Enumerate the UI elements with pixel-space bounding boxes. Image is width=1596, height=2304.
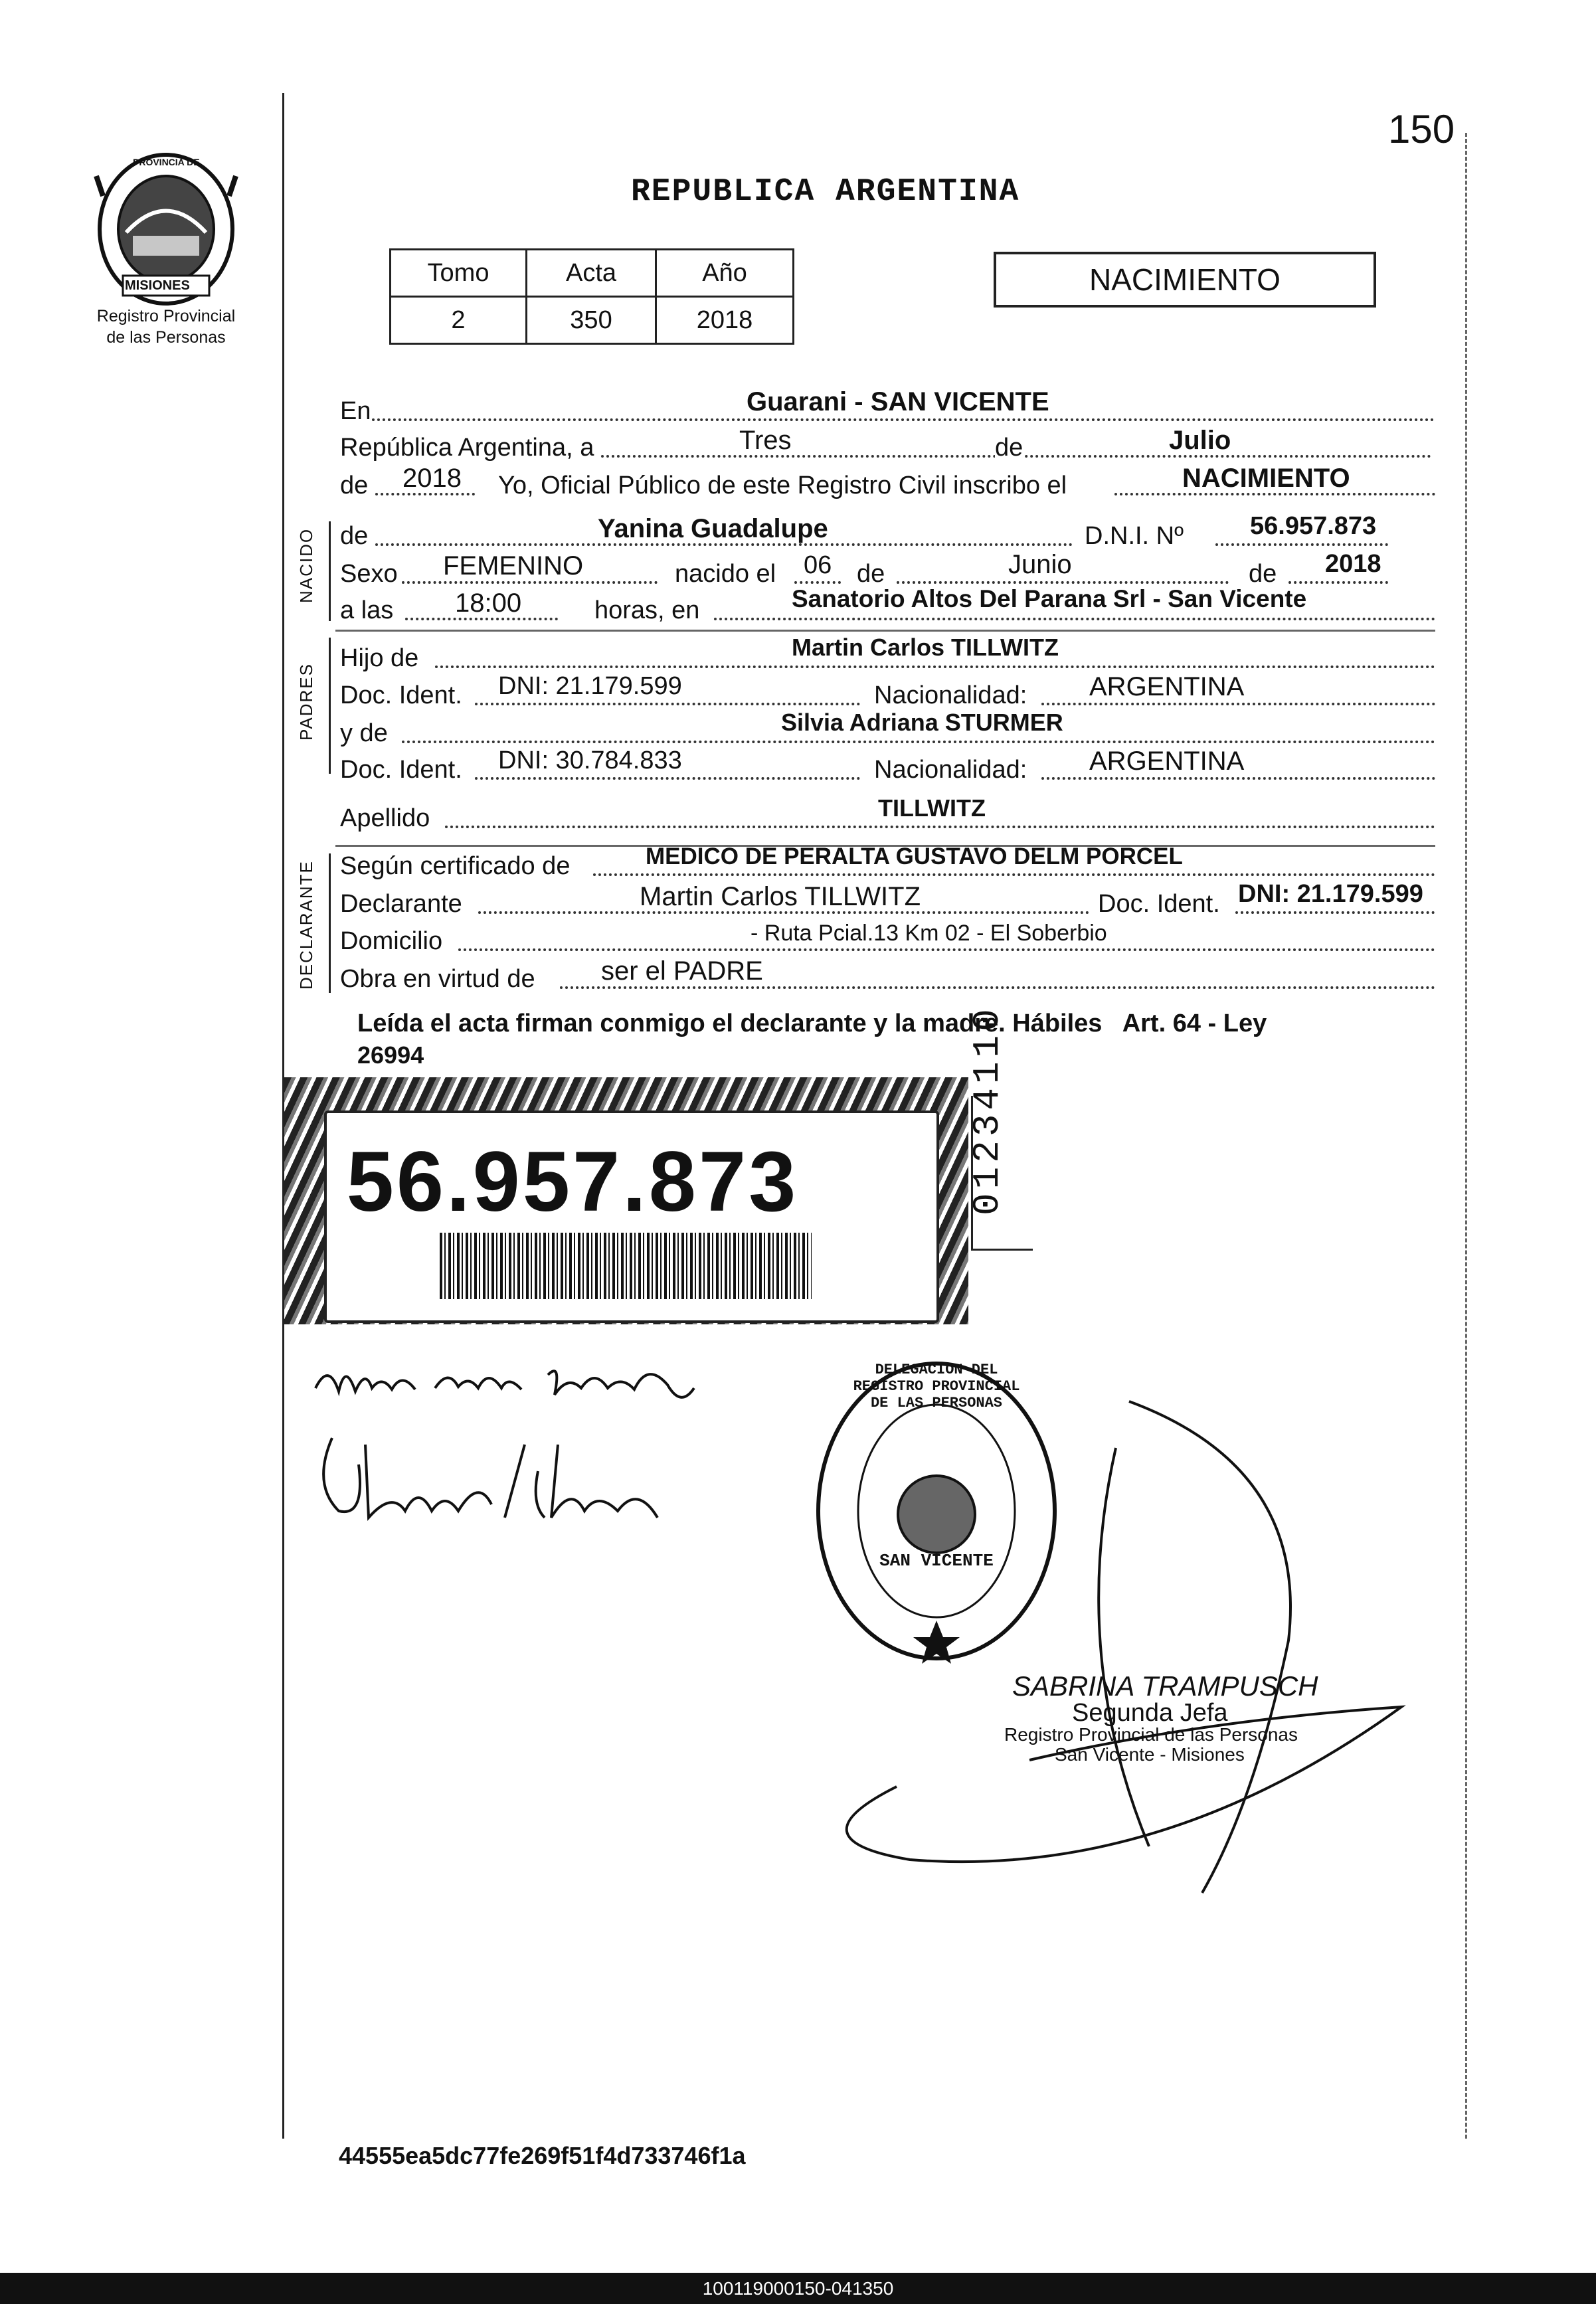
mother-doc: DNI: 30.784.833 xyxy=(498,747,682,774)
obra-value: ser el PADRE xyxy=(601,956,763,986)
de-label: de xyxy=(995,434,1023,462)
registry-name-line1: Registro Provincial xyxy=(96,307,236,325)
sticker-panel xyxy=(324,1110,939,1323)
alas-label: a las xyxy=(340,596,394,624)
table-header-acta: Acta xyxy=(527,250,656,297)
official-office: Registro Provincial de las Personas xyxy=(1004,1724,1298,1745)
seal-text-bottom: MISIONES xyxy=(125,278,190,293)
seal-text-top: PROVINCIA DE xyxy=(133,157,200,167)
section-label-padres: PADRES xyxy=(296,663,316,741)
dots xyxy=(1114,493,1435,495)
mother-nationality: ARGENTINA xyxy=(1089,747,1245,776)
official-signature-icon xyxy=(830,1388,1408,1906)
day-value: Tres xyxy=(739,426,792,455)
year-value: 2018 xyxy=(402,464,462,493)
nacido-de-label: de xyxy=(340,522,369,550)
dots xyxy=(435,665,1435,668)
record-table-header xyxy=(391,250,794,297)
birth-day: 06 xyxy=(804,551,832,579)
nacido-el-label: nacido el xyxy=(675,560,776,588)
dots xyxy=(375,543,1073,546)
birth-year: 2018 xyxy=(1325,550,1381,578)
dots xyxy=(372,418,1435,421)
dots xyxy=(458,948,1435,951)
en-value: Guarani - SAN VICENTE xyxy=(747,387,1049,416)
father-doc: DNI: 21.179.599 xyxy=(498,672,682,700)
birth-hour: 18:00 xyxy=(455,588,522,618)
official-location: San Vicente - Misiones xyxy=(1055,1744,1245,1765)
dots xyxy=(897,581,1229,584)
dots xyxy=(402,741,1435,743)
table-value-acta: 350 xyxy=(527,297,656,344)
dni-label: D.N.I. Nº xyxy=(1085,522,1184,550)
declarante-name: Martin Carlos TILLWITZ xyxy=(640,882,921,911)
oficial-text: Yo, Oficial Público de este Registro Civil inscribo el xyxy=(498,472,1067,499)
table-value-tomo: 2 xyxy=(391,297,527,344)
declarante-doc-label: Doc. Ident. xyxy=(1098,890,1220,918)
dots xyxy=(405,618,558,620)
de2-label: de xyxy=(340,472,369,499)
dots xyxy=(794,581,841,584)
month-value: Julio xyxy=(1169,426,1231,455)
country-title: REPUBLICA ARGENTINA xyxy=(631,174,1020,210)
closing-line-1: Leída el acta firman conmigo el declarante y la madre. Hábiles Art. 64 - Ley xyxy=(357,1010,1267,1037)
official-name: SABRINA TRAMPUSCH xyxy=(1012,1670,1318,1702)
table-value-ano: 2018 xyxy=(656,297,794,344)
dots xyxy=(445,826,1435,828)
nacido-name: Yanina Guadalupe xyxy=(598,514,828,543)
obra-label: Obra en virtud de xyxy=(340,965,535,993)
mother-name: Silvia Adriana STURMER xyxy=(781,709,1063,736)
dots xyxy=(1041,703,1435,705)
dots xyxy=(402,581,658,584)
en-label: En xyxy=(340,397,371,425)
sticker-notch xyxy=(971,1096,1033,1251)
declarante-doc: DNI: 21.179.599 xyxy=(1238,880,1423,908)
birth-month: Junio xyxy=(1008,550,1072,579)
domicilio-label: Domicilio xyxy=(340,927,443,955)
dots xyxy=(1235,911,1435,914)
father-name: Martin Carlos TILLWITZ xyxy=(792,634,1059,661)
security-sticker xyxy=(284,1077,968,1324)
barcode-icon xyxy=(440,1233,812,1299)
cert-label: Según certificado de xyxy=(340,852,571,880)
nacido-dni: 56.957.873 xyxy=(1250,512,1377,540)
section-line-declarante xyxy=(329,853,331,993)
stamp-ring-text: DELEGACION DEL REGISTRO PROVINCIAL DE LAS PERSONAS xyxy=(853,1362,1020,1411)
sticker-dni: 56.957.873 xyxy=(346,1134,799,1229)
stamp-inner-text: SAN VICENTE xyxy=(879,1551,994,1571)
sexo-label: Sexo xyxy=(340,560,398,588)
document-hash: 44555ea5dc77fe269f51f4d733746f1a xyxy=(339,2142,746,2169)
table-header-tomo: Tomo xyxy=(391,250,527,297)
father-nationality: ARGENTINA xyxy=(1089,672,1245,701)
dots xyxy=(1288,581,1388,584)
section-line-nacido xyxy=(329,521,331,621)
inscribo-value: NACIMIENTO xyxy=(1182,464,1350,493)
cert-value: MEDICO DE PERALTA GUSTAVO DELM PORCEL xyxy=(646,843,1183,869)
record-type-box: NACIMIENTO xyxy=(994,252,1376,308)
separator xyxy=(335,630,1435,632)
page-number: 150 xyxy=(1388,107,1455,151)
right-edge-marks xyxy=(1465,133,1467,2139)
birth-de-label: de xyxy=(857,560,885,588)
closing-line-2: 26994 xyxy=(357,1041,424,1069)
horas-en-label: horas, en xyxy=(594,596,700,624)
republica-label: República Argentina, a xyxy=(340,434,594,462)
registry-name-line2: de las Personas xyxy=(106,328,226,347)
sticker-serial: 01234110 xyxy=(966,1005,1009,1215)
dots xyxy=(593,873,1435,876)
father-nationality-label: Nacionalidad: xyxy=(874,681,1027,709)
yde-label: y de xyxy=(340,719,388,747)
birth-place: Sanatorio Altos Del Parana Srl - San Vicente xyxy=(792,585,1307,612)
dots xyxy=(478,911,1089,914)
section-label-declarante: DECLARANTE xyxy=(296,860,316,990)
section-line-padres xyxy=(329,638,331,774)
domicilio-value: - Ruta Pcial.13 Km 02 - El Soberbio xyxy=(751,921,1107,946)
declarante-label: Declarante xyxy=(340,890,462,918)
father-doc-label: Doc. Ident. xyxy=(340,681,462,709)
hijo-de-label: Hijo de xyxy=(340,644,419,672)
mother-doc-label: Doc. Ident. xyxy=(340,756,462,784)
apellido-label: Apellido xyxy=(340,804,430,832)
footer-code: 100119000150-041350 xyxy=(0,2273,1596,2304)
dots xyxy=(1215,543,1388,546)
apellido-value: TILLWITZ xyxy=(878,794,986,822)
dots xyxy=(714,618,1435,620)
birth-de3-label: de xyxy=(1249,560,1277,588)
dots xyxy=(560,986,1435,989)
dots xyxy=(375,493,475,495)
mother-signature-icon xyxy=(306,1405,677,1531)
table-header-ano: Año xyxy=(656,250,794,297)
mother-nationality-label: Nacionalidad: xyxy=(874,756,1027,784)
dots xyxy=(1041,777,1435,780)
official-title: Segunda Jefa xyxy=(1072,1699,1228,1727)
dots xyxy=(475,777,860,780)
dots xyxy=(475,703,860,705)
sexo-value: FEMENINO xyxy=(443,551,584,580)
record-table xyxy=(389,248,794,345)
record-table-row xyxy=(391,297,794,344)
section-label-nacido: NACIDO xyxy=(296,527,316,603)
